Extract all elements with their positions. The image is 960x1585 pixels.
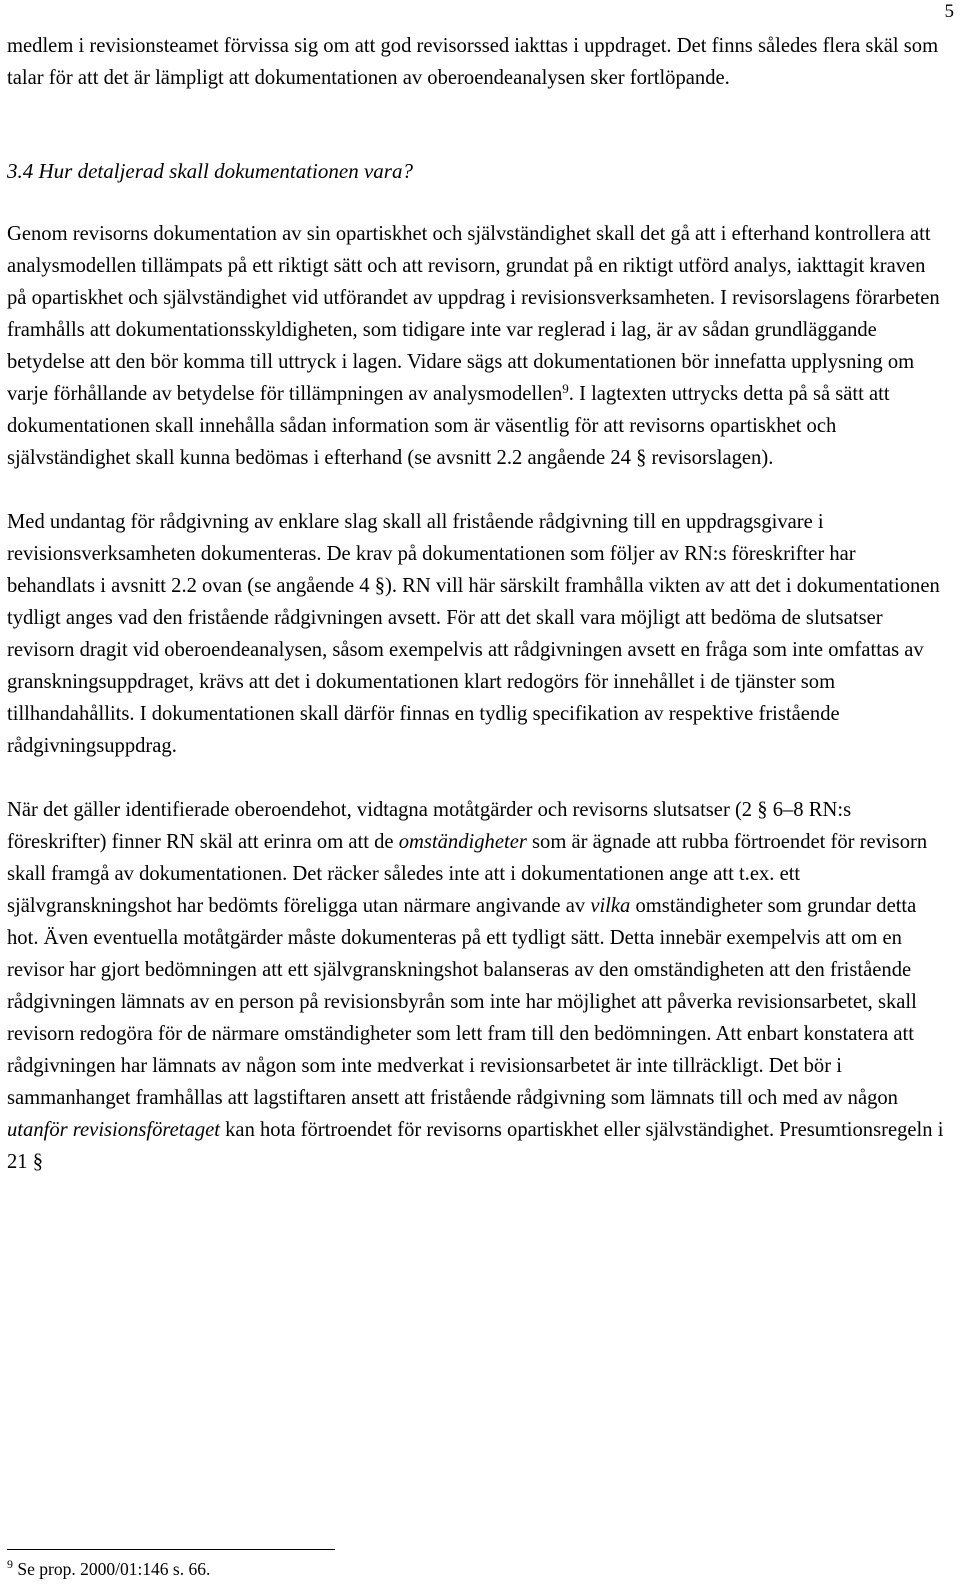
section-sign: § — [374, 575, 386, 597]
footnote — [7, 1556, 210, 1582]
section-sign: § — [636, 447, 647, 469]
section-heading — [7, 155, 947, 187]
text-segment: kan hota förtroendet för revisorns opartiskhet eller självständighet. Presumtionsregeln i 21 — [7, 1119, 944, 1173]
text-segment: 6–8 RN:s föreskrifter) finner RN skäl att erinra om att de — [7, 799, 852, 853]
emphasis: vilka — [590, 895, 631, 917]
text-segment: När det gäller identifierade oberoendehot, vidtagna motåtgärder och revisorns slutsatser (2 — [7, 799, 758, 821]
text-segment: . I lagtexten uttrycks detta på så sätt att dokumentationen skall innehålla sådan information som är väsentlig för att revisorns opartiskhet och självständighet skall kunna bedömas i efterhand (se avsnitt 2.2 angående 24 — [7, 383, 890, 469]
footnote-divider — [7, 1549, 335, 1550]
text-segment: omständigheter som grundar detta hot. Även eventuella motåtgärder måste dokumenteras på ett tydligt sätt. Detta innebär exempelvis att om en revisor har gjort bedömningen att ett självgranskningshot balanseras av den omständigheten att den fristående rådgivningen lämnats av en person på revisionsbyrån som inte har möjlighet att påverka revisionsarbetet, skall revisorn redogöra för de närmare omständigheter som lett fram till den bedömningen. Att enbart konstatera att rådgivningen har lämnats av någon som inte medverkat i revisionsarbetet är inte tillräckligt. Det bör i sammanhanget framhållas att lagstiftaren ansett att fristående rådgivning som lämnats till och med av någon — [7, 895, 917, 1109]
paragraph-advisory-documentation — [7, 506, 947, 762]
text-segment: Genom revisorns dokumentation av sin opartiskhet och självständighet skall det gå att i efterhand kontrollera att analysmodellen tillämpats på ett riktigt sätt och att revisorn, grundat på en riktigt utförd analys, iakttagit kraven på opartiskhet och självständighet vid utförandet av uppdrag i revisionsverksamheten. I revisorslagens förarbeten framhålls att dokumentationsskyldigheten, som tidigare inte var reglerad i lag, är av sådan grundläggande betydelse att den bör komma till uttryck i lagen. Vidare sägs att dokumentationen bör innefatta upplysning om varje förhållande av betydelse för tillämpningen av analysmodellen — [7, 223, 940, 405]
text-segment: revisorslagen). — [646, 447, 774, 469]
paragraph-intro: medlem i revisionsteamet förvissa sig om att god revisorssed iakttas i uppdraget. Det finns således flera skäl som talar för att det är lämpligt att dokumentationen av oberoendeanalysen sker fortlöpande. — [7, 35, 939, 89]
text-segment: Med undantag för rådgivning av enklare slag skall all fristående rådgivning till en uppdragsgivare i revisionsverksamheten dokumenteras. De krav på dokumentationen som följer av RN:s föreskrifter har behandlats i avsnitt 2.2 ovan (se angående 4 — [7, 511, 856, 597]
section-sign: § — [757, 799, 768, 821]
heading-number: 3.4 — [7, 159, 34, 183]
emphasis: utanför revisionsföretaget — [7, 1119, 220, 1141]
emphasis: omständigheter — [398, 831, 527, 853]
section-sign: § — [32, 1151, 44, 1173]
page-number: 5 — [944, 1, 954, 22]
paragraph-documentation-purpose — [7, 218, 947, 474]
text-segment: som är ägnade att rubba förtroendet för revisorn skall framgå av dokumentationen. Det räcker således inte att i dokumentationen ange att t.ex. ett självgranskningshot har bedömts föreligga utan närmare angivande av — [7, 831, 928, 917]
heading-title: Hur detaljerad skall dokumentationen vara? — [38, 159, 413, 183]
text-segment: ). RN vill här särskilt framhålla vikten av att det i dokumentationen tydligt anges vad den fristående rådgivningen avsett. För att det skall vara möjligt att bedöma de slutsatser revisorn dragit vid oberoendeanalysen, såsom exempelvis att rådgivningen avsett en fråga som inte omfattas av granskningsuppdraget, krävs att det i dokumentationen klart redogörs för innehållet i de tjänster som tillhandahållits. I dokumentationen skall därför finnas en tydlig specifikation av respektive fristående rådgivningsuppdrag. — [7, 575, 940, 757]
paragraph-threats-documentation — [7, 794, 947, 1178]
footnote-text: Se prop. 2000/01:146 s. 66. — [13, 1559, 211, 1579]
footnote-reference: 9 — [562, 381, 569, 396]
footnote-mark: 9 — [7, 1557, 13, 1571]
body-text — [7, 30, 947, 1178]
